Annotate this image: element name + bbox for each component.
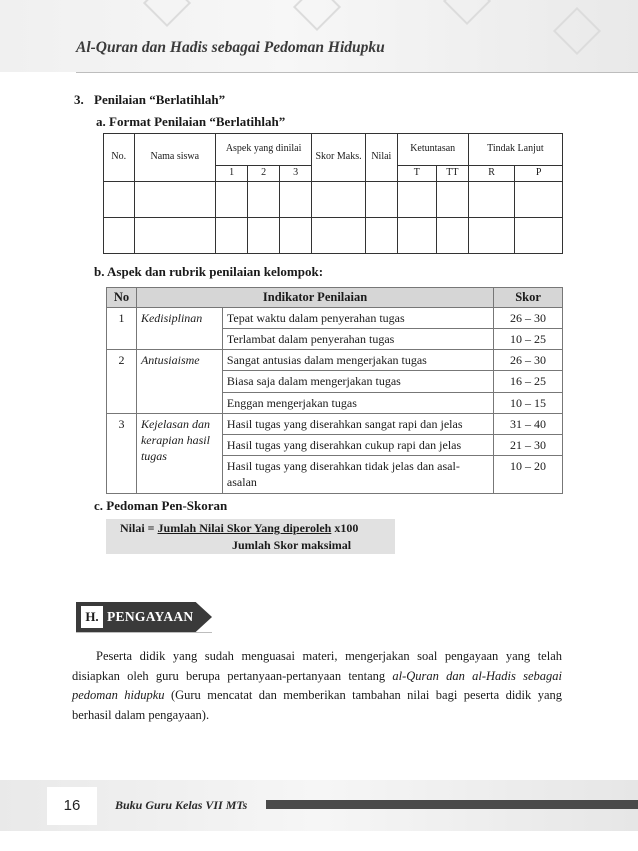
subheading-a: a. Format Penilaian “Berlatihlah” [96, 114, 286, 129]
rubric-score: 26 – 30 [494, 307, 563, 328]
rubric-header-skor: Skor [494, 288, 563, 308]
sub-header-tt: TT [437, 166, 469, 182]
rubric-indicator: Sangat antusias dalam mengerjakan tugas [222, 350, 493, 371]
table-row [104, 217, 563, 253]
sub-header-aspek-3: 3 [280, 166, 312, 182]
rubric-indicator: Tepat waktu dalam penyerahan tugas [222, 307, 493, 328]
subheading-b: b. Aspek dan rubrik penilaian kelompok: [94, 264, 324, 279]
rubric-score: 10 – 20 [494, 456, 563, 493]
table-row [107, 350, 563, 371]
footer-book-title: Buku Guru Kelas VII MTs [115, 798, 248, 812]
table-row [107, 307, 563, 328]
empty-cell [365, 181, 397, 217]
col-header-tindak: Tindak Lanjut [468, 134, 562, 166]
empty-cell [134, 217, 216, 253]
header-rule [76, 72, 638, 73]
col-header-ketuntasan: Ketuntasan [397, 134, 468, 166]
rubric-aspect: Antusiaisme [136, 350, 222, 414]
empty-cell [104, 181, 135, 217]
rubric-table [106, 287, 563, 494]
empty-cell [397, 181, 436, 217]
rubric-indicator: Enggan mengerjakan tugas [222, 392, 493, 413]
page-number: 16 [47, 787, 97, 825]
formula-multiplier: x100 [331, 521, 359, 535]
decorative-pattern [553, 7, 601, 55]
section-number: 3. [74, 92, 84, 107]
section-title: Penilaian “Berlatihlah” [94, 92, 226, 107]
empty-cell [437, 181, 469, 217]
rubric-score: 10 – 15 [494, 392, 563, 413]
rubric-indicator: Hasil tugas yang diserahkan cukup rapi dan jelas [222, 435, 493, 456]
subheading-c: c. Pedoman Pen-Skoran [94, 498, 228, 513]
empty-cell [468, 181, 515, 217]
section-h-rule [76, 632, 212, 633]
empty-cell [468, 217, 515, 253]
empty-cell [104, 217, 135, 253]
empty-cell [280, 217, 312, 253]
rubric-indicator: Hasil tugas yang diserahkan tidak jelas dan asal-asalan [222, 456, 493, 493]
empty-cell [248, 217, 280, 253]
decorative-pattern [143, 0, 191, 27]
paragraph-text: (Guru mencatat dan memberikan tambahan nilai bagi peserta didik yang berhasil dalam pengayaan). [72, 688, 562, 722]
empty-cell [312, 217, 366, 253]
sub-header-p: P [515, 166, 563, 182]
formula-line [120, 521, 358, 536]
empty-cell [365, 217, 397, 253]
formula-denominator: Jumlah Skor maksimal [232, 538, 352, 552]
empty-cell [515, 181, 563, 217]
sub-header-t: T [397, 166, 436, 182]
empty-cell [280, 181, 312, 217]
rubric-aspect: Kejelasan dan kerapian hasil tugas [136, 413, 222, 493]
col-header-no: No. [104, 134, 135, 182]
rubric-no: 2 [107, 350, 137, 414]
running-header: Al-Quran dan Hadis sebagai Pedoman Hidupku [76, 39, 385, 56]
decorative-pattern [293, 0, 341, 31]
empty-cell [216, 217, 248, 253]
rubric-header-indikator: Indikator Penilaian [136, 288, 493, 308]
col-header-skor: Skor Maks. [312, 134, 366, 182]
rubric-score: 16 – 25 [494, 371, 563, 392]
paragraph-text: Peserta didik yang sudah menguasai materi, mengerjakan soal pengayaan yang telah disiapkan oleh guru berupa pertanyaan-pertanyaan tentang [72, 649, 562, 683]
rubric-no: 3 [107, 413, 137, 493]
empty-cell [397, 217, 436, 253]
rubric-score: 31 – 40 [494, 413, 563, 434]
decorative-pattern [443, 0, 491, 25]
empty-cell [515, 217, 563, 253]
rubric-score: 26 – 30 [494, 350, 563, 371]
rubric-score: 21 – 30 [494, 435, 563, 456]
sub-header-r: R [468, 166, 515, 182]
footer-bar [266, 800, 638, 809]
col-header-nama: Nama siswa [134, 134, 216, 182]
table-row [104, 181, 563, 217]
rubric-header-no: No [107, 288, 137, 308]
assessment-format-table [103, 133, 563, 254]
rubric-indicator: Hasil tugas yang diserahkan sangat rapi dan jelas [222, 413, 493, 434]
enrichment-paragraph [72, 647, 562, 725]
rubric-indicator: Terlambat dalam penyerahan tugas [222, 329, 493, 350]
rubric-no: 1 [107, 307, 137, 349]
header-band [0, 0, 638, 72]
rubric-indicator: Biasa saja dalam mengerjakan tugas [222, 371, 493, 392]
empty-cell [437, 217, 469, 253]
col-header-aspek: Aspek yang dinilai [216, 134, 312, 166]
section-h-title: PENGAYAAN [107, 609, 194, 624]
sub-header-aspek-2: 2 [248, 166, 280, 182]
sub-header-aspek-1: 1 [216, 166, 248, 182]
section-h-letter: H. [81, 606, 103, 628]
formula-prefix: Nilai = [120, 521, 158, 535]
empty-cell [216, 181, 248, 217]
formula-numerator: Jumlah Nilai Skor Yang diperoleh [157, 521, 332, 535]
empty-cell [134, 181, 216, 217]
table-row [107, 413, 563, 434]
col-header-nilai: Nilai [365, 134, 397, 182]
rubric-aspect: Kedisiplinan [136, 307, 222, 349]
rubric-score: 10 – 25 [494, 329, 563, 350]
empty-cell [312, 181, 366, 217]
paragraph-italic: al-Quran dan al-Hadis sebagai pedoman hidupku [72, 668, 562, 702]
empty-cell [248, 181, 280, 217]
